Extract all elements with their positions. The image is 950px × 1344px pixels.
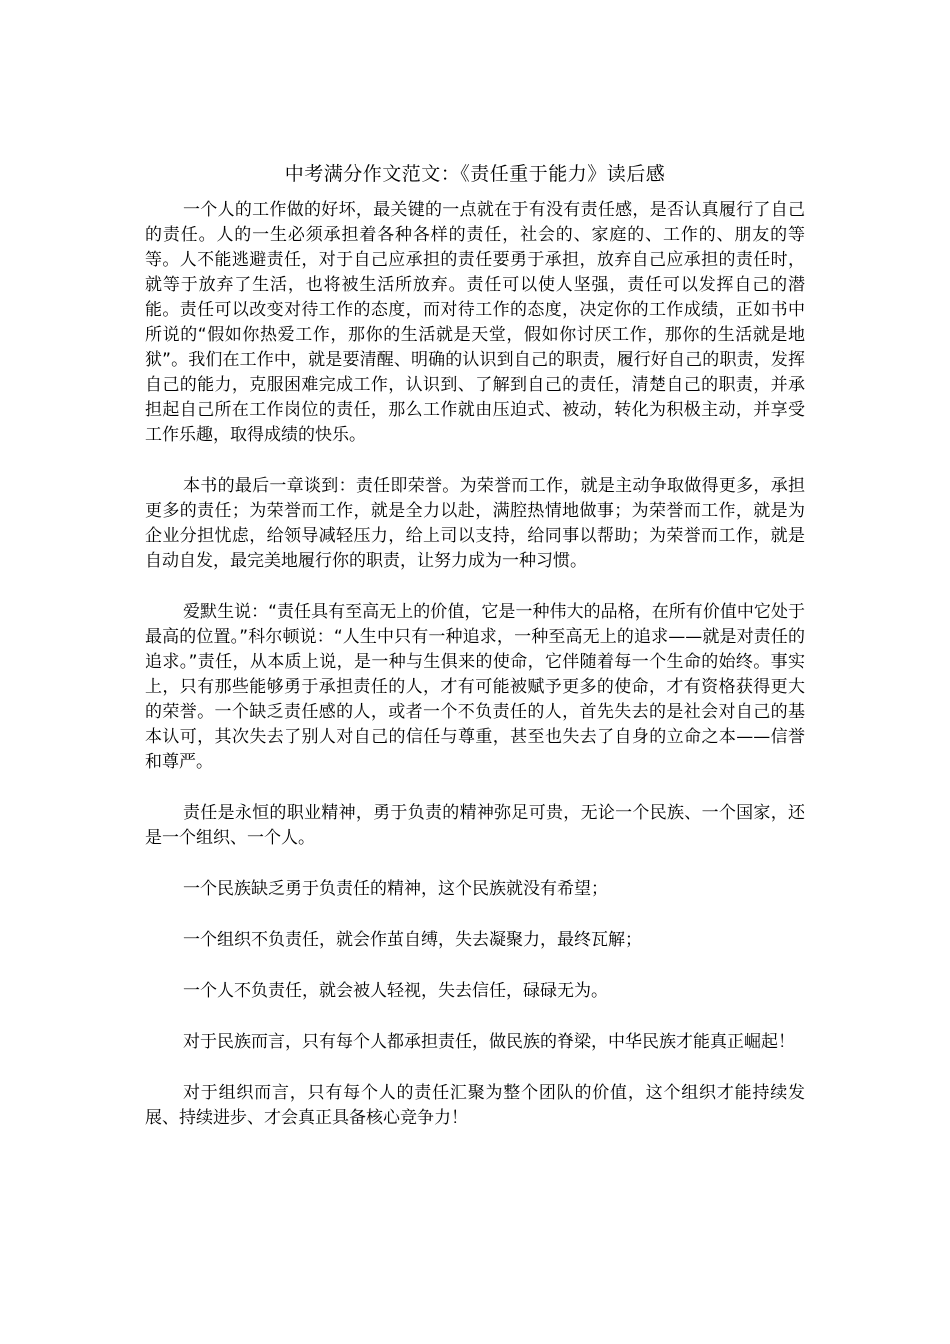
paragraph: 一个人的工作做的好坏，最关键的一点就在于有没有责任感，是否认真履行了自己的责任。人的一生必须承担着各种各样的责任，社会的、家庭的、工作的、朋友的等等。人不能逃避责任，对于自己应承担的责任要勇于承担，放弃自己应承担的责任时，就等于放弃了生活，也将被生活所放弃。责任可以使人坚强，责任可以发挥自己的潜能。责任可以改变对待工作的态度，而对待工作的态度，决定你的工作成绩，正如书中所说的“假如你热爱工作，那你的生活就是天堂，假如你讨厌工作，那你的生活就是地狱”。我们在工作中，就是要清醒、明确的认识到自己的职责，履行好自己的职责，发挥自己的能力，克服困难完成工作，认识到、了解到自己的责任，清楚自己的职责，并承担起自己所在工作岗位的责任，那么工作就由压迫式、被动，转化为积极主动，并享受工作乐趣，取得成绩的快乐。 — [145, 200, 805, 445]
paragraph: 对于民族而言，只有每个人都承担责任，做民族的脊梁，中华民族才能真正崛起！ — [183, 1032, 795, 1052]
paragraph: 爱默生说：“责任具有至高无上的价值，它是一种伟大的品格，在所有价值中它处于最高的位置。”科尔顿说：“人生中只有一种追求，一种至高无上的追求——就是对责任的追求。”责任，从本质上说，是一种与生俱来的使命，它伴随着每一个生命的始终。事实上，只有那些能够勇于承担责任的人，才有可能被赋予更多的使命，才有资格获得更大的荣誉。一个缺乏责任感的人，或者一个不负责任的人，首先失去的是社会对自己的基本认可，其次失去了别人对自己的信任与尊重，甚至也失去了自身的立命之本——信誉和尊严。 — [145, 602, 805, 772]
paragraph: 本书的最后一章谈到：责任即荣誉。为荣誉而工作，就是主动争取做得更多，承担更多的责任；为荣誉而工作，就是全力以赴，满腔热情地做事；为荣誉而工作，就是为企业分担忧虑，给领导减轻压力，给上司以支持，给同事以帮助；为荣誉而工作，就是自动自发，最完美地履行你的职责，让努力成为一种习惯。 — [145, 476, 805, 571]
paragraph: 一个组织不负责任，就会作茧自缚，失去凝聚力，最终瓦解； — [183, 930, 642, 950]
document-title: 中考满分作文范文：《责任重于能力》读后感 — [284, 163, 666, 185]
paragraph: 一个人不负责任，就会被人轻视，失去信任，碌碌无为。 — [183, 981, 608, 1001]
paragraph: 对于组织而言，只有每个人的责任汇聚为整个团队的价值，这个组织才能持续发展、持续进步、才会真正具备核心竞争力！ — [145, 1083, 805, 1128]
document-body — [145, 198, 805, 1157]
paragraph: 责任是永恒的职业精神，勇于负责的精神弥足可贵，无论一个民族、一个国家，还是一个组织、一个人。 — [145, 803, 805, 848]
paragraph: 一个民族缺乏勇于负责任的精神，这个民族就没有希望； — [183, 879, 608, 899]
